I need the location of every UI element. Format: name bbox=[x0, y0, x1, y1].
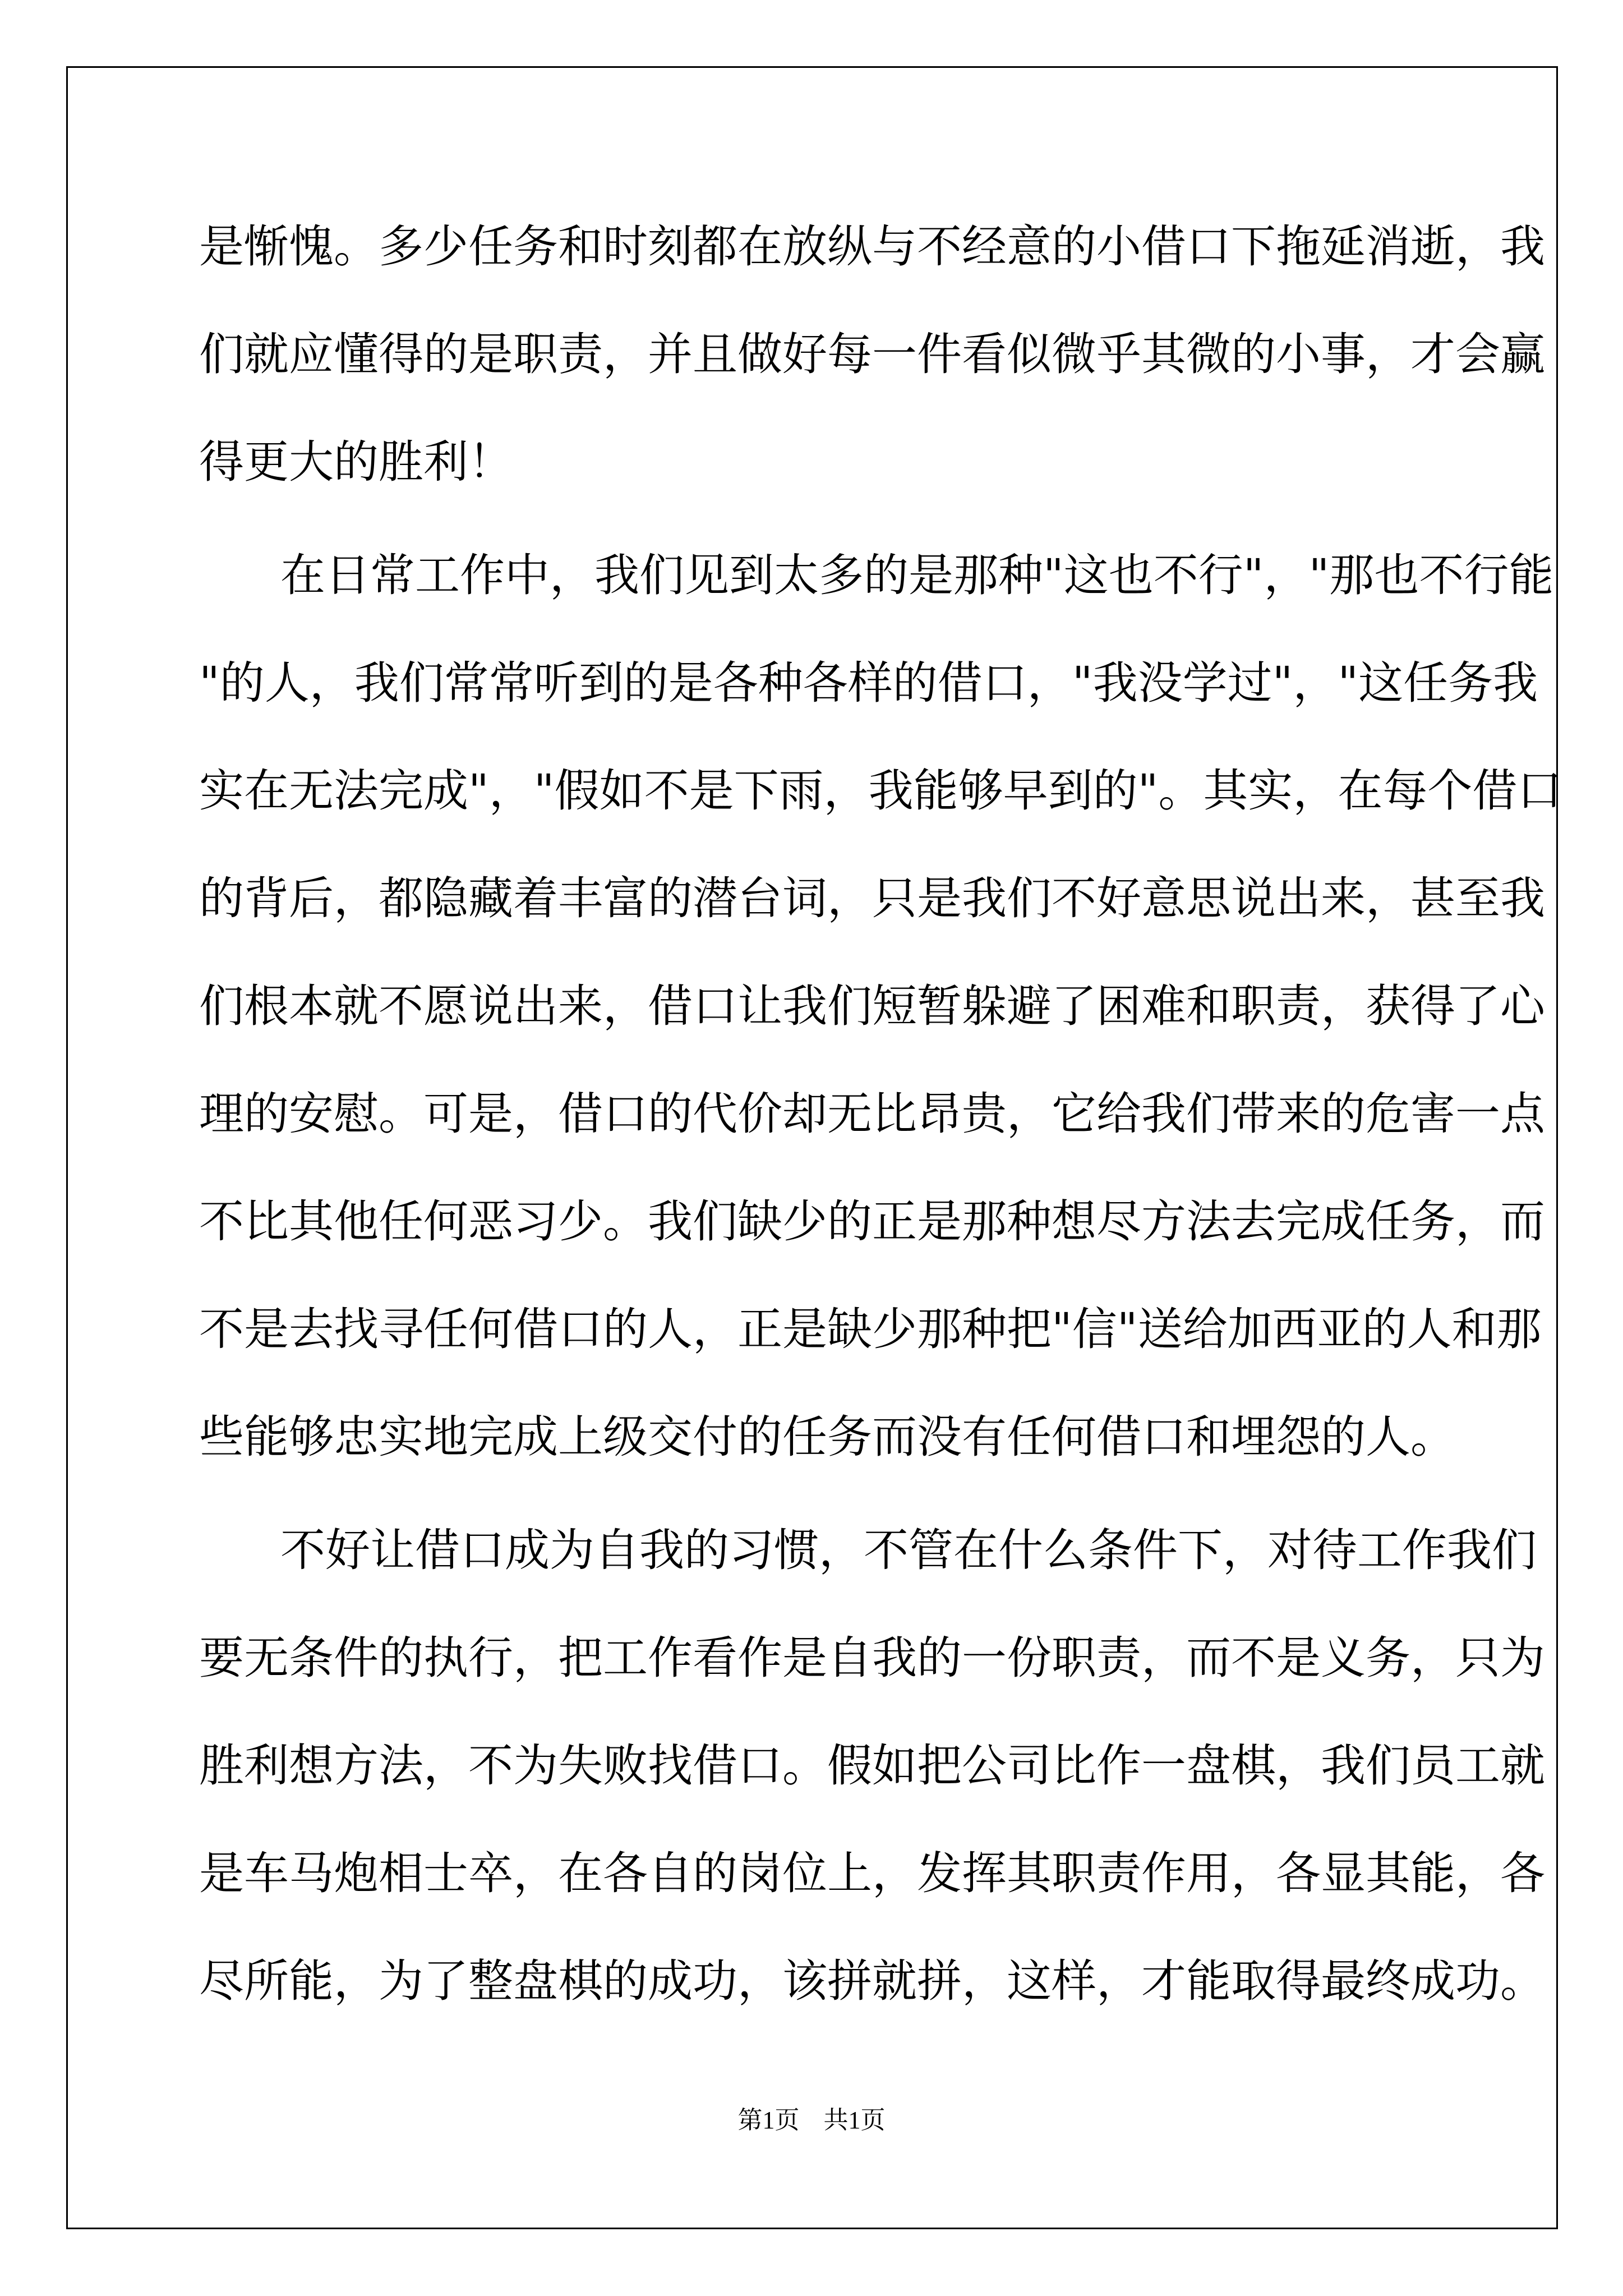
text-line: 些能够忠实地完成上级交付的任务而没有任何借口和埋怨的人。 bbox=[199, 1411, 1455, 1463]
text-line: 实在无法完成"，"假如不是下雨，我能够早到的"。其实，在每个借口 bbox=[199, 765, 1562, 817]
text-line: 们根本就不愿说出来，借口让我们短暂躲避了困难和职责，获得了心 bbox=[199, 980, 1545, 1032]
text-line: 的背后，都隐藏着丰富的潜台词，只是我们不好意思说出来，甚至我 bbox=[199, 872, 1545, 924]
text-line: 在日常工作中，我们见到太多的是那种"这也不行"，"那也不行能 bbox=[280, 549, 1554, 601]
text-line: 是惭愧。多少任务和时刻都在放纵与不经意的小借口下拖延消逝，我 bbox=[199, 220, 1545, 273]
text-line: 要无条件的执行，把工作看作是自我的一份职责，而不是义务，只为 bbox=[199, 1632, 1545, 1684]
text-line: 不好让借口成为自我的习惯，不管在什么条件下，对待工作我们 bbox=[280, 1524, 1537, 1576]
page-total: 共1页 bbox=[823, 2106, 886, 2134]
page-footer bbox=[0, 2104, 1623, 2137]
text-line: 胜利想方法，不为失败找借口。假如把公司比作一盘棋，我们员工就 bbox=[199, 1740, 1545, 1792]
text-line: 们就应懂得的是职责，并且做好每一件看似微乎其微的小事，才会赢 bbox=[199, 328, 1545, 380]
text-line: 理的安慰。可是，借口的代价却无比昂贵，它给我们带来的危害一点 bbox=[199, 1088, 1545, 1140]
text-line: 得更大的胜利！ bbox=[199, 436, 513, 488]
text-line: 不比其他任何恶习少。我们缺少的正是那种想尽方法去完成任务，而 bbox=[199, 1195, 1545, 1248]
page-number: 第1页 bbox=[737, 2106, 800, 2134]
text-line: 是车马炮相士卒，在各自的岗位上，发挥其职责作用，各显其能，各 bbox=[199, 1847, 1545, 1899]
text-line: "的人，我们常常听到的是各种各样的借口，"我没学过"，"这任务我 bbox=[199, 657, 1538, 709]
text-line: 不是去找寻任何借口的人，正是缺少那种把"信"送给加西亚的人和那 bbox=[199, 1303, 1542, 1355]
text-line: 尽所能，为了整盘棋的成功，该拼就拼，这样，才能取得最终成功。 bbox=[199, 1955, 1545, 2007]
